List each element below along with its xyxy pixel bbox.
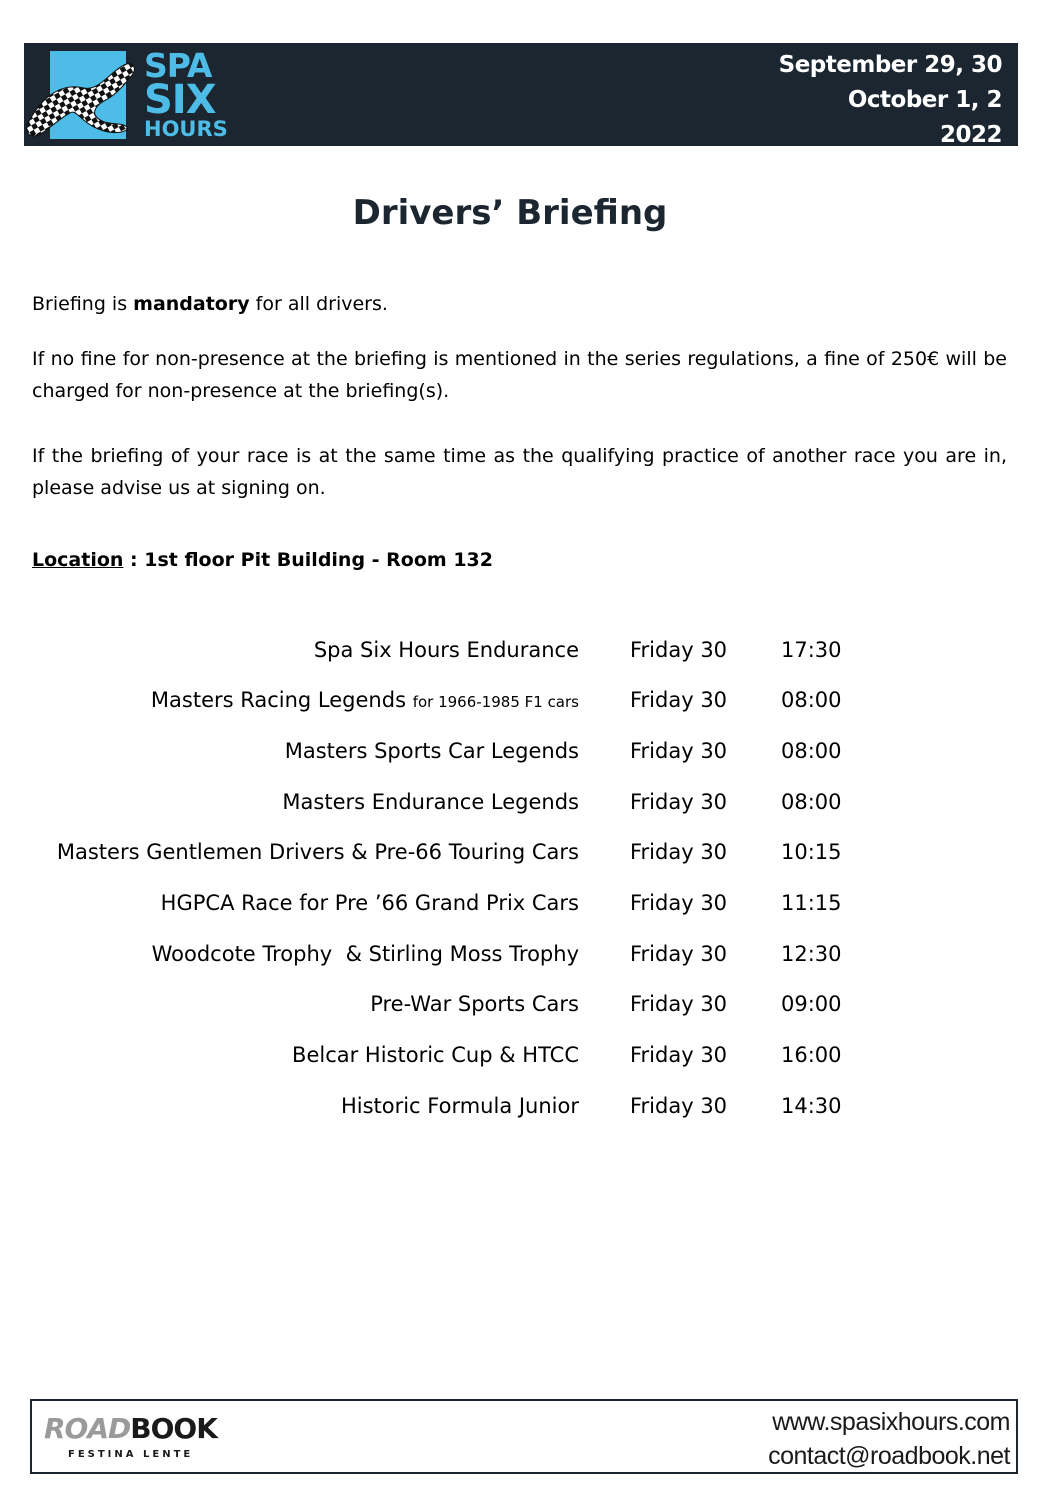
race-time: 08:00 bbox=[781, 790, 842, 814]
roadbook-wordmark bbox=[44, 1412, 217, 1445]
race-name: Woodcote Trophy & Stirling Moss Trophy bbox=[151, 942, 579, 966]
race-day: Friday 30 bbox=[630, 1094, 728, 1118]
contact-info bbox=[768, 1405, 1010, 1473]
schedule-row bbox=[0, 782, 1058, 822]
schedule-row bbox=[0, 1086, 1058, 1126]
date-line-2: October 1, 2 bbox=[847, 87, 1002, 113]
race-time: 11:15 bbox=[781, 891, 842, 915]
schedule-row bbox=[0, 1035, 1058, 1075]
race-day: Friday 30 bbox=[630, 840, 728, 864]
schedule-row bbox=[0, 630, 1058, 670]
email-link[interactable]: contact@roadbook.net bbox=[768, 1442, 1010, 1470]
race-day: Friday 30 bbox=[630, 1043, 728, 1067]
schedule-row bbox=[0, 680, 1058, 720]
logo-line-six: SIX bbox=[144, 77, 216, 123]
conflict-paragraph: If the briefing of your race is at the same time as the qualifying practice of another race you are in, please advise us at signing on. bbox=[32, 445, 1007, 499]
race-time: 10:15 bbox=[781, 840, 842, 864]
race-name: Spa Six Hours Endurance bbox=[313, 638, 579, 662]
race-name: Masters Gentlemen Drivers & Pre-66 Touring Cars bbox=[56, 840, 579, 864]
roadbook-tagline: FESTINA LENTE bbox=[68, 1449, 194, 1460]
footer-box bbox=[30, 1399, 1018, 1474]
race-time: 12:30 bbox=[781, 942, 842, 966]
race-day: Friday 30 bbox=[630, 790, 728, 814]
location-label: Location bbox=[32, 549, 124, 571]
spa-six-hours-logo bbox=[24, 43, 254, 146]
date-line-3: 2022 bbox=[939, 122, 1002, 148]
brand-road: ROAD bbox=[44, 1412, 131, 1445]
race-time: 16:00 bbox=[781, 1043, 842, 1067]
race-name: Belcar Historic Cup & HTCC bbox=[292, 1043, 579, 1067]
race-name: Masters Racing Legends for 1966-1985 F1 cars bbox=[150, 688, 579, 712]
race-name: HGPCA Race for Pre ’66 Grand Prix Cars bbox=[160, 891, 579, 915]
race-day: Friday 30 bbox=[630, 891, 728, 915]
schedule-row bbox=[0, 984, 1058, 1024]
race-time: 17:30 bbox=[781, 638, 842, 662]
location-line bbox=[32, 549, 493, 571]
fine-paragraph: If no fine for non-presence at the briefing is mentioned in the series regulations, a fine of 250€ will be charged for non-presence at the briefing(s). bbox=[32, 348, 1007, 402]
race-day: Friday 30 bbox=[630, 992, 728, 1016]
race-note: for 1966-1985 F1 cars bbox=[412, 693, 579, 711]
p1-bold: mandatory bbox=[133, 293, 250, 315]
location-value: : 1st floor Pit Building - Room 132 bbox=[123, 549, 493, 571]
brand-book: BOOK bbox=[130, 1412, 217, 1445]
roadbook-logo bbox=[44, 1412, 217, 1460]
race-time: 09:00 bbox=[781, 992, 842, 1016]
race-day: Friday 30 bbox=[630, 942, 728, 966]
race-name: Historic Formula Junior bbox=[340, 1094, 579, 1118]
schedule-row bbox=[0, 731, 1058, 771]
header-banner bbox=[24, 43, 1018, 146]
race-day: Friday 30 bbox=[630, 739, 728, 763]
race-time: 14:30 bbox=[781, 1094, 842, 1118]
race-day: Friday 30 bbox=[630, 638, 728, 662]
date-line-1: September 29, 30 bbox=[778, 52, 1002, 78]
schedule-row bbox=[0, 883, 1058, 923]
race-name: Masters Sports Car Legends bbox=[284, 739, 579, 763]
logo-wordmark bbox=[144, 46, 254, 141]
race-name: Masters Endurance Legends bbox=[282, 790, 579, 814]
website-link[interactable]: www.spasixhours.com bbox=[772, 1408, 1010, 1436]
schedule-row bbox=[0, 934, 1058, 974]
logo-line-hours: HOURS bbox=[144, 117, 228, 141]
p1-after: for all drivers. bbox=[249, 293, 388, 315]
logo-line-spa: SPA bbox=[144, 46, 212, 85]
mandatory-paragraph bbox=[32, 288, 1007, 320]
race-time: 08:00 bbox=[781, 739, 842, 763]
page-title: Drivers’ Briefing bbox=[352, 193, 668, 233]
p1-before: Briefing is bbox=[32, 293, 134, 315]
event-dates bbox=[779, 48, 1002, 153]
race-time: 08:00 bbox=[781, 688, 842, 712]
race-name: Pre-War Sports Cars bbox=[370, 992, 579, 1016]
race-day: Friday 30 bbox=[630, 688, 728, 712]
schedule-row bbox=[0, 832, 1058, 872]
checkered-flag-icon bbox=[24, 43, 149, 146]
